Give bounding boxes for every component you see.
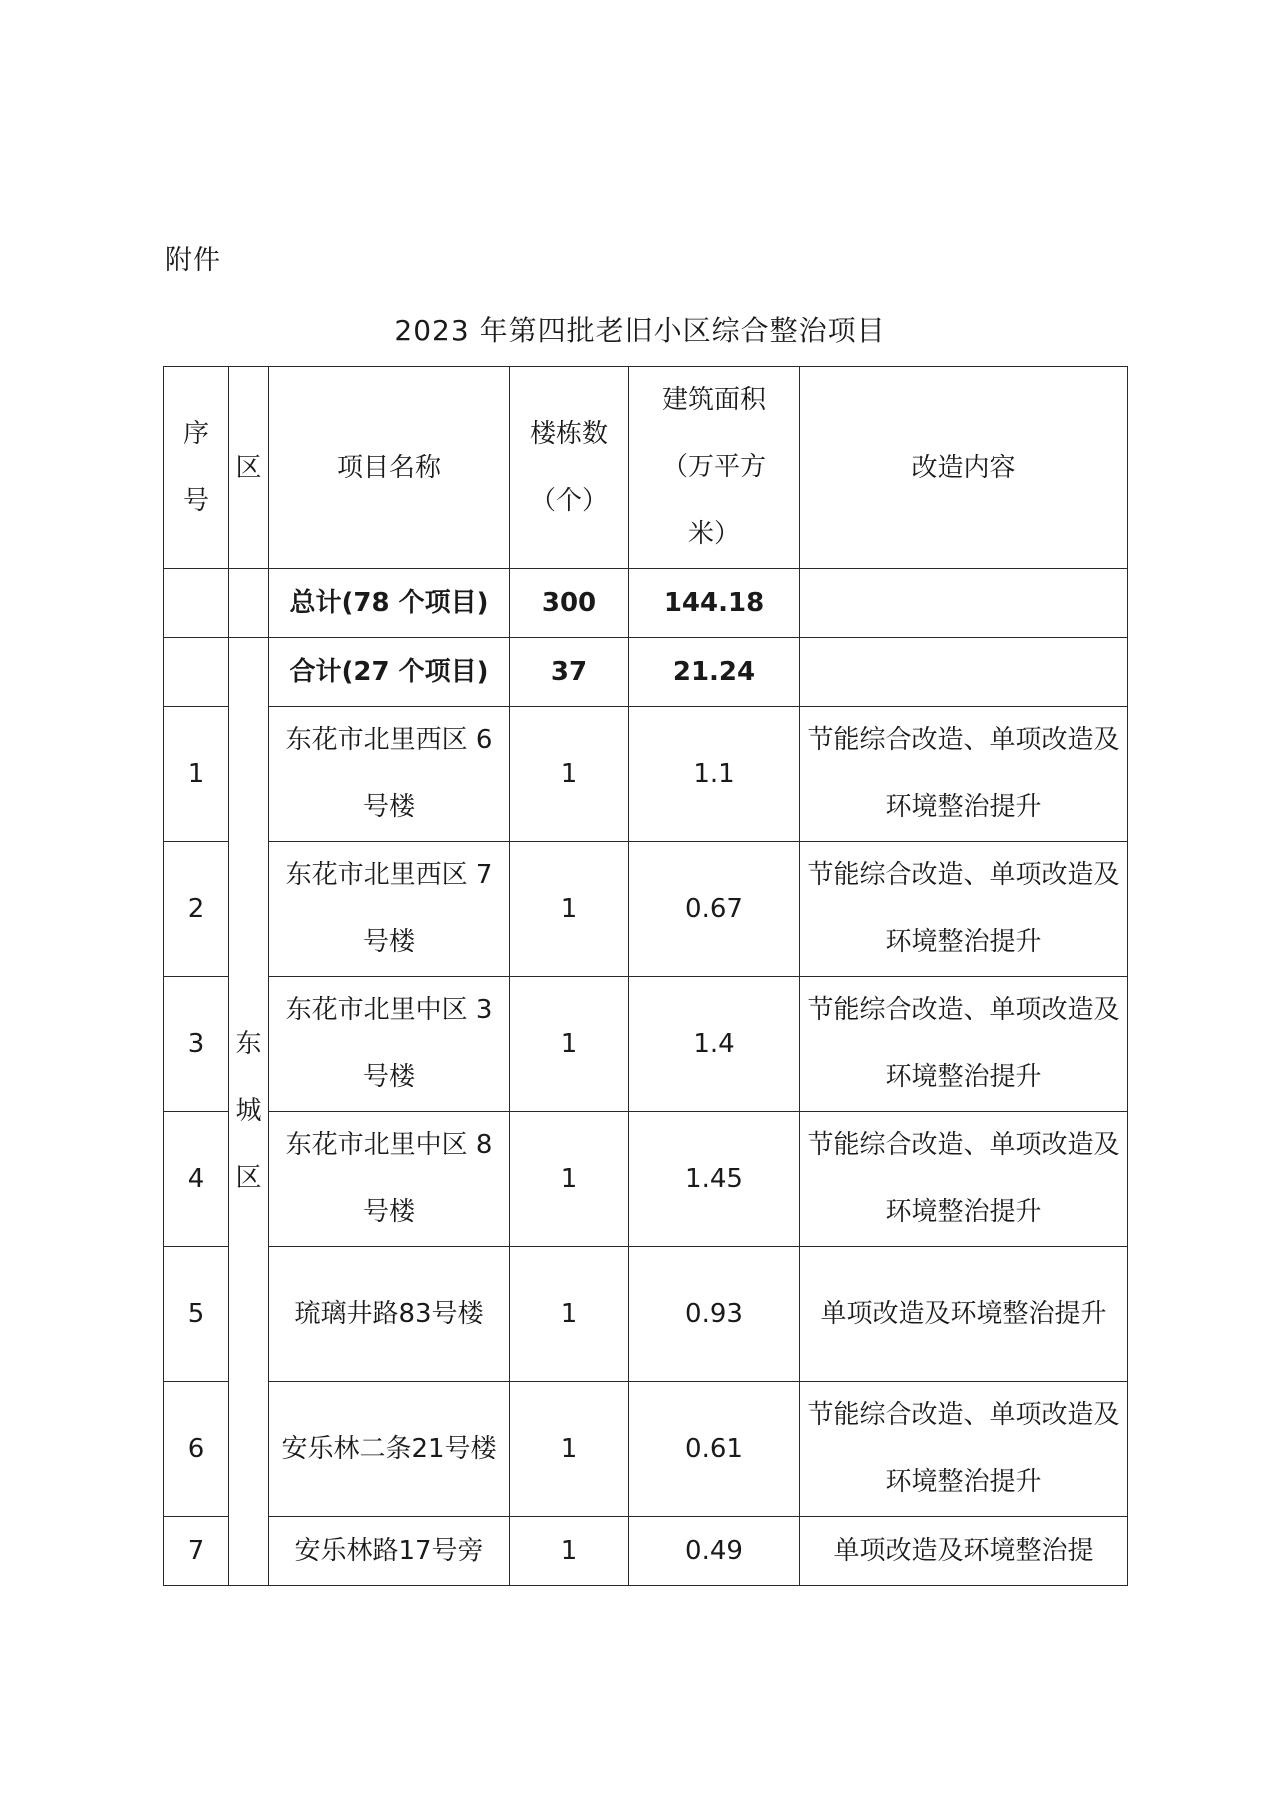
row-area: 1.4 (629, 977, 800, 1112)
header-buildings: 楼栋数（个） (510, 367, 629, 569)
row-content: 单项改造及环境整治提升 (800, 1247, 1128, 1382)
row-name: 琉璃井路83号楼 (269, 1247, 510, 1382)
subtotal-seq (164, 638, 229, 707)
table-row (164, 1382, 1128, 1517)
header-seq: 序号 (164, 367, 229, 569)
row-seq: 6 (164, 1382, 229, 1517)
row-seq: 3 (164, 977, 229, 1112)
row-seq: 4 (164, 1112, 229, 1247)
row-area: 0.93 (629, 1247, 800, 1382)
grand-total-label: 总计(78 个项目) (269, 569, 510, 638)
row-buildings: 1 (510, 1382, 629, 1517)
table-row (164, 707, 1128, 842)
subtotal-buildings: 37 (510, 638, 629, 707)
row-content: 节能综合改造、单项改造及环境整治提升 (800, 1112, 1128, 1247)
district-cell: 东城区 (229, 638, 269, 1586)
row-buildings: 1 (510, 977, 629, 1112)
row-area: 0.67 (629, 842, 800, 977)
row-area: 0.49 (629, 1517, 800, 1586)
row-name: 东花市北里西区 7 号楼 (269, 842, 510, 977)
grand-total-seq (164, 569, 229, 638)
table-row (164, 1247, 1128, 1382)
row-buildings: 1 (510, 1247, 629, 1382)
table-row (164, 842, 1128, 977)
row-content: 单项改造及环境整治提 (800, 1517, 1128, 1586)
subtotal-row (164, 638, 1128, 707)
grand-total-district (229, 569, 269, 638)
subtotal-content (800, 638, 1128, 707)
row-seq: 1 (164, 707, 229, 842)
row-area: 1.45 (629, 1112, 800, 1247)
row-buildings: 1 (510, 842, 629, 977)
header-area: 建筑面积（万平方米） (629, 367, 800, 569)
row-name: 东花市北里中区 8 号楼 (269, 1112, 510, 1247)
row-content: 节能综合改造、单项改造及环境整治提升 (800, 977, 1128, 1112)
row-area: 1.1 (629, 707, 800, 842)
row-buildings: 1 (510, 1517, 629, 1586)
row-buildings: 1 (510, 1112, 629, 1247)
header-name: 项目名称 (269, 367, 510, 569)
row-name: 安乐林二条21号楼 (269, 1382, 510, 1517)
subtotal-area: 21.24 (629, 638, 800, 707)
grand-total-area: 144.18 (629, 569, 800, 638)
grand-total-buildings: 300 (510, 569, 629, 638)
row-name: 安乐林路17号旁 (269, 1517, 510, 1586)
row-name: 东花市北里中区 3 号楼 (269, 977, 510, 1112)
header-row (164, 367, 1128, 569)
grand-total-content (800, 569, 1128, 638)
header-district: 区 (229, 367, 269, 569)
grand-total-row (164, 569, 1128, 638)
table-row (164, 977, 1128, 1112)
attachment-label: 附件 (165, 245, 221, 276)
row-seq: 2 (164, 842, 229, 977)
row-name: 东花市北里西区 6 号楼 (269, 707, 510, 842)
row-area: 0.61 (629, 1382, 800, 1517)
table-row (164, 1112, 1128, 1247)
project-table (163, 366, 1128, 1586)
table-row (164, 1517, 1128, 1586)
row-content: 节能综合改造、单项改造及环境整治提升 (800, 1382, 1128, 1517)
header-content: 改造内容 (800, 367, 1128, 569)
row-content: 节能综合改造、单项改造及环境整治提升 (800, 842, 1128, 977)
row-seq: 5 (164, 1247, 229, 1382)
row-content: 节能综合改造、单项改造及环境整治提升 (800, 707, 1128, 842)
row-buildings: 1 (510, 707, 629, 842)
subtotal-label: 合计(27 个项目) (269, 638, 510, 707)
row-seq: 7 (164, 1517, 229, 1586)
document-title: 2023 年第四批老旧小区综合整治项目 (394, 314, 886, 347)
